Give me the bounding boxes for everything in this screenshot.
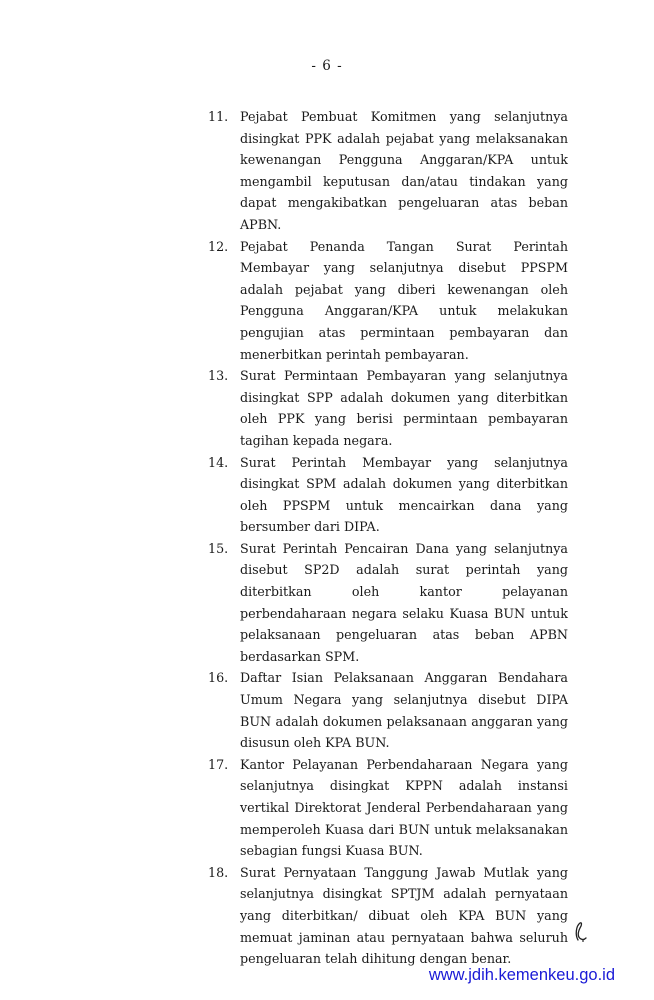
list-item bbox=[0, 236, 654, 366]
item-number: 18. bbox=[208, 864, 229, 880]
footer-website-link[interactable]: www.jdih.kemenkeu.go.id bbox=[428, 966, 615, 984]
list-item bbox=[0, 667, 654, 753]
item-text: Daftar Isian Pelaksanaan Anggaran Bendahara Umum Negara yang selanjutnya disebut DIPA BUN adalah dokumen pelaksanaan anggaran yang disusun oleh KPA BUN. bbox=[240, 670, 568, 751]
item-text: Surat Permintaan Pembayaran yang selanjutnya disingkat SPP adalah dokumen yang diterbitkan oleh PPK yang berisi permintaan pembayaran tagihan kepada negara. bbox=[240, 368, 568, 448]
list-item bbox=[0, 452, 654, 538]
list-item bbox=[0, 754, 654, 862]
item-number: 17. bbox=[208, 756, 229, 772]
list-item bbox=[0, 862, 654, 970]
item-number: 15. bbox=[208, 540, 229, 556]
item-number: 11. bbox=[208, 109, 229, 124]
list-item bbox=[0, 538, 654, 668]
item-text: Surat Pernyataan Tanggung Jawab Mutlak yang selanjutnya disingkat SPTJM adalah pernyataan yang diterbitkan/ dibuat oleh KPA BUN yang memuat jaminan atau pernyataan bahwa seluruh pengeluaran telah dihitung dengan benar. bbox=[240, 864, 568, 967]
item-number: 12. bbox=[208, 238, 229, 254]
item-text: Surat Perintah Pencairan Dana yang selanjutnya disebut SP2D adalah surat perintah yang diterbitkan oleh kantor pelayanan perbendaharaan negara selaku Kuasa BUN untuk pelaksanaan pengeluaran atas beban APBN berdasarkan SPM. bbox=[240, 540, 568, 664]
item-text: Kantor Pelayanan Perbendaharaan Negara yang selanjutnya disingkat KPPN adalah instansi vertikal Direktorat Jenderal Perbendaharaan yang memperoleh Kuasa dari BUN untuk melaksanakan sebagian fungsi Kuasa BUN. bbox=[240, 756, 568, 859]
definition-list bbox=[0, 106, 654, 970]
item-number: 13. bbox=[208, 368, 229, 384]
list-item bbox=[0, 106, 654, 236]
page-number: - 6 - bbox=[311, 58, 343, 74]
item-number: 16. bbox=[208, 670, 229, 686]
item-number: 14. bbox=[208, 454, 229, 470]
item-text: Surat Perintah Membayar yang selanjutnya disingkat SPM adalah dokumen yang diterbitkan oleh PPSPM untuk mencairkan dana yang bersumber dari DIPA. bbox=[240, 454, 568, 535]
item-text: Pejabat Pembuat Komitmen yang selanjutnya disingkat PPK adalah pejabat yang melaksanakan kewenangan Pengguna Anggaran/KPA untuk mengambil keputusan dan/atau tindakan yang dapat mengakibatkan pengeluaran atas beban APBN. bbox=[240, 109, 568, 232]
item-text: Pejabat Penanda Tangan Surat Perintah Membayar yang selanjutnya disebut PPSPM adalah pejabat yang diberi kewenangan oleh Pengguna Anggaran/KPA untuk melakukan pengujian atas permintaan pembayaran dan menerbitkan perintah pembayaran. bbox=[240, 238, 568, 362]
paraph-signature-icon bbox=[570, 920, 592, 944]
list-item bbox=[0, 365, 654, 451]
